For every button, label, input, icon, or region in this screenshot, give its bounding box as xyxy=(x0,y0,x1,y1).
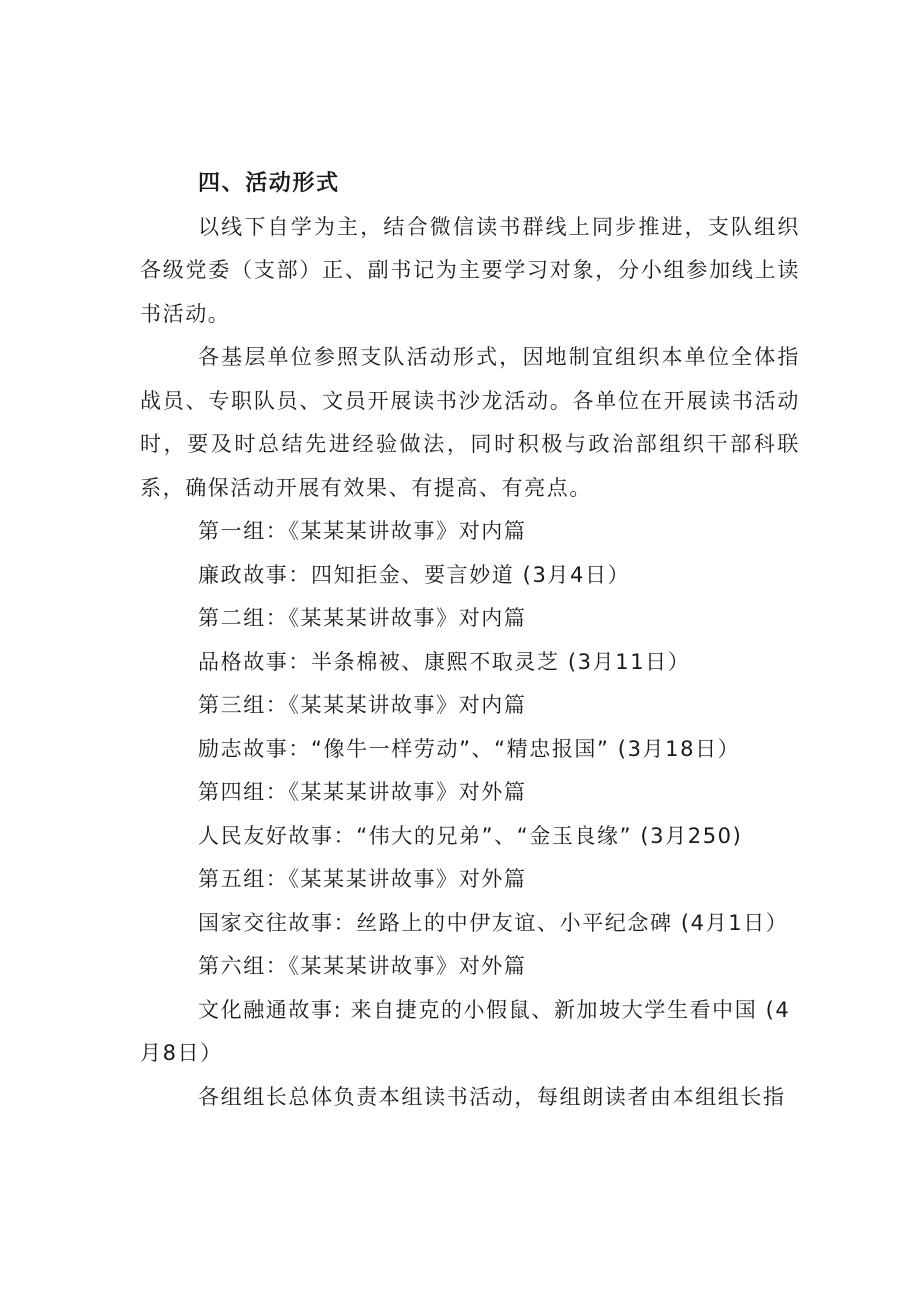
group-1-title: 第一组：《某某某讲故事》对内篇 xyxy=(198,519,527,543)
paragraph-group-leaders: 各组组长总体负责本组读书活动，每组朗读者由本组组长指 xyxy=(198,1084,786,1109)
group-3-title: 第三组：《某某某讲故事》对内篇 xyxy=(198,693,527,717)
group-4-title: 第四组：《某某某讲故事》对外篇 xyxy=(198,780,527,804)
section-heading: 四、活动形式 xyxy=(198,171,340,196)
group-1-story: 廉政故事：四知拒金、要言妙道 (3月4日） xyxy=(198,562,631,587)
group-2-title: 第二组：《某某某讲故事》对内篇 xyxy=(198,606,527,630)
group-5-title: 第五组：《某某某讲故事》对外篇 xyxy=(198,867,527,891)
document-body xyxy=(140,162,800,1119)
paragraph-activity-format: 以线下自学为主，结合微信读书群线上同步推进，支队组织各级党委（支部）正、副书记为主要学习对象，分小组参加线上读书活动。 xyxy=(140,214,800,326)
group-6-title: 第六组：《某某某讲故事》对外篇 xyxy=(198,954,527,978)
group-2-story: 品格故事：半条棉被、康熙不取灵芝 (3月11日） xyxy=(198,649,691,674)
group-4-story: 人民友好故事：“伟大的兄弟”、“金玉良缘” (3月250) xyxy=(198,823,743,848)
group-3-story: 励志故事：“像牛一样劳动”、“精忠报国” (3月18日） xyxy=(198,736,741,761)
group-6-story: 文化融通故事: 来自捷克的小假鼠、新加坡大学生看中国 (4月8日） xyxy=(140,997,791,1065)
group-5-story: 国家交往故事：丝路上的中伊友谊、小平纪念碑 (4月1日） xyxy=(198,910,789,935)
paragraph-base-units: 各基层单位参照支队活动形式，因地制宜组织本单位全体指战员、专职队员、文员开展读书沙龙活动。各单位在开展读书活动时，要及时总结先进经验做法，同时积极与政治部组织干部科联系，确保活动开展有效果、有提高、有亮点。 xyxy=(140,345,800,500)
